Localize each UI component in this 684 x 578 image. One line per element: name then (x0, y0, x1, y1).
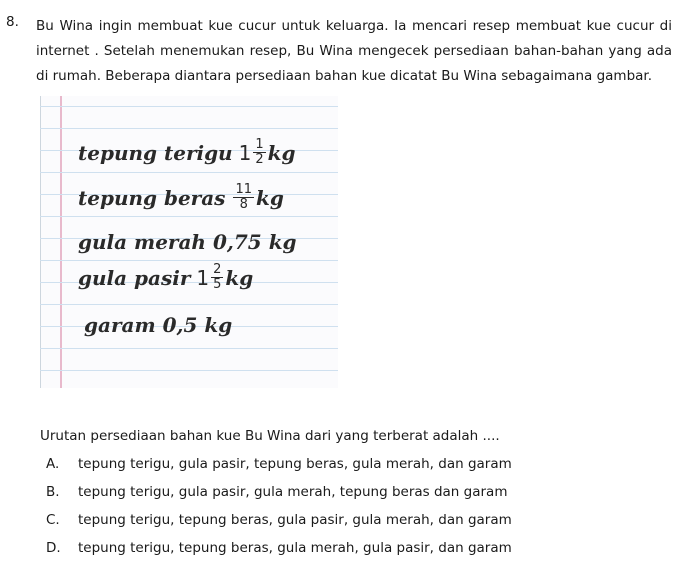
question-text (36, 14, 672, 89)
option-letter: B. (46, 484, 60, 500)
item-value: 0,75 (212, 230, 262, 254)
ruled-line (40, 128, 338, 129)
ruled-line (40, 172, 338, 173)
option-c[interactable] (46, 512, 512, 528)
note-item-tepung-terigu (78, 138, 295, 167)
option-text: tepung terigu, gula pasir, gula merah, tepung beras dan garam (78, 484, 508, 500)
item-value: 0,5 (162, 313, 198, 337)
question-line: internet . Setelah menemukan resep, Bu Wina mengecek persediaan bahan-bahan yang ada (36, 43, 672, 59)
fraction (253, 138, 265, 167)
fraction (211, 263, 223, 292)
option-letter: D. (46, 540, 61, 556)
ruled-line (40, 260, 338, 261)
unit: kg (225, 265, 254, 290)
numerator: 1 (255, 137, 264, 152)
paper-edge (40, 96, 41, 388)
question-line: Bu Wina ingin membuat kue cucur untuk keluarga. Ia mencari resep membuat kue cucur di (36, 18, 672, 34)
ruled-line (40, 348, 338, 349)
unit: kg (268, 230, 297, 254)
unit: kg (204, 313, 233, 337)
unit: kg (256, 185, 284, 210)
note-item-gula-pasir (78, 263, 253, 292)
numerator: 2 (213, 262, 222, 277)
option-letter: A. (46, 456, 60, 472)
ruled-line (40, 106, 338, 107)
item-name: tepung beras (78, 185, 226, 210)
option-letter: C. (46, 512, 60, 528)
option-text: tepung terigu, gula pasir, tepung beras, gula merah, dan garam (78, 456, 512, 472)
question-line: di rumah. Beberapa diantara persediaan bahan kue dicatat Bu Wina sebagaimana gambar. (36, 68, 653, 84)
denominator: 2 (255, 152, 264, 167)
item-name: tepung terigu (78, 140, 233, 165)
ruled-line (40, 370, 338, 371)
mixed-whole: 1 (196, 265, 210, 290)
item-name: gula pasir (78, 265, 191, 290)
unit: kg (267, 140, 296, 165)
option-d[interactable] (46, 540, 512, 556)
paper-margin-line (60, 96, 62, 388)
ruled-line (40, 304, 338, 305)
ruled-line (40, 216, 338, 217)
note-item-gula-merah (78, 230, 297, 254)
option-text: tepung terigu, tepung beras, gula pasir, gula merah, dan garam (78, 512, 512, 528)
denominator: 5 (213, 277, 222, 292)
note-item-tepung-beras (78, 183, 284, 212)
item-name: garam (84, 313, 156, 337)
question-number: 8. (6, 14, 19, 30)
question-prompt: Urutan persediaan bahan kue Bu Wina dari yang terberat adalah .... (40, 428, 500, 444)
option-a[interactable] (46, 456, 512, 472)
fraction (233, 183, 254, 212)
numerator: 11 (235, 182, 252, 197)
note-item-garam (84, 313, 232, 337)
denominator: 8 (239, 197, 248, 212)
mixed-whole: 1 (238, 140, 252, 165)
option-text: tepung terigu, tepung beras, gula merah, gula pasir, dan garam (78, 540, 512, 556)
item-name: gula merah (78, 230, 206, 254)
option-b[interactable] (46, 484, 507, 500)
